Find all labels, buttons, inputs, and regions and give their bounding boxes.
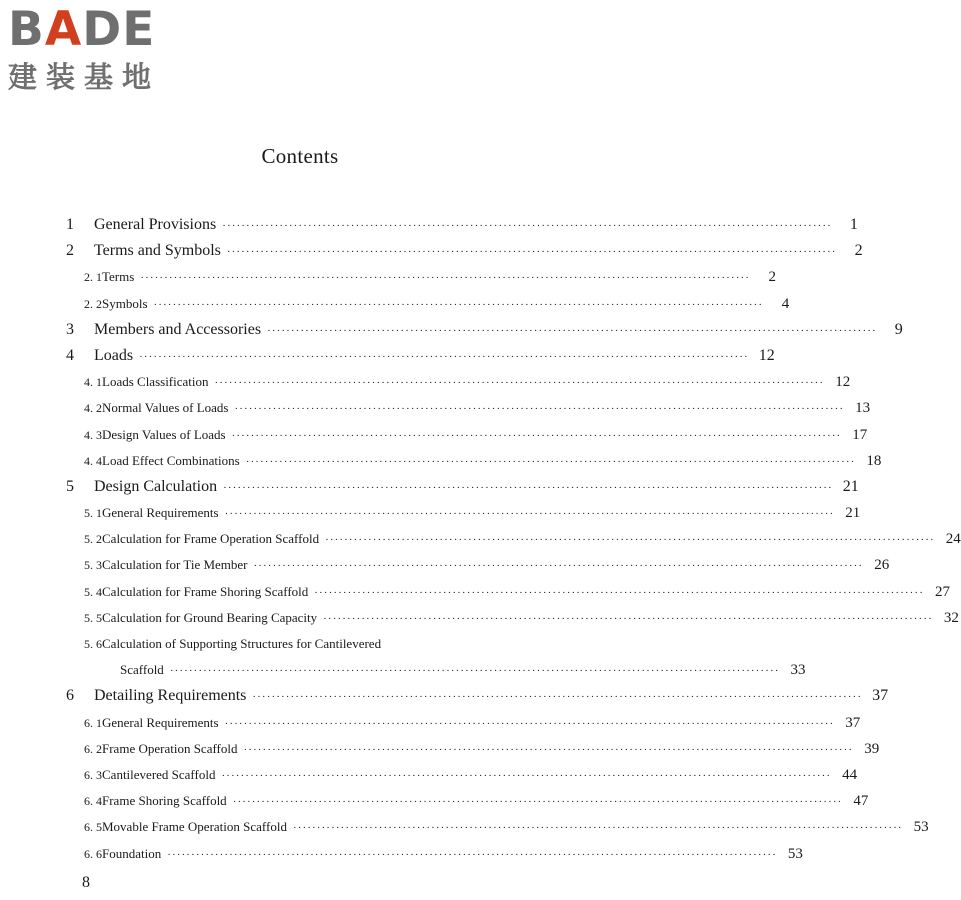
toc-entry-number: 2. 2 bbox=[84, 296, 102, 311]
toc-section-entry[interactable] bbox=[66, 264, 776, 290]
toc-entry-number: 6 bbox=[66, 687, 74, 705]
toc-entry-page: 47 bbox=[853, 793, 869, 810]
toc-dot-leader bbox=[254, 553, 864, 579]
logo-wordmark: BADE bbox=[8, 2, 156, 57]
toc-entry-page: 53 bbox=[913, 819, 929, 836]
toc-entry-title: Detailing Requirements bbox=[94, 687, 247, 705]
toc-section-entry[interactable] bbox=[66, 736, 880, 762]
toc-entry-number: 4. 3 bbox=[84, 427, 102, 442]
toc-section-entry[interactable] bbox=[66, 291, 790, 317]
toc-entry-page: 18 bbox=[866, 452, 882, 469]
toc-entry-title: General Provisions bbox=[94, 216, 217, 233]
toc-dot-leader bbox=[215, 370, 825, 396]
toc-entry-number: 6. 5 bbox=[84, 820, 102, 835]
toc-chapter-entry[interactable] bbox=[66, 212, 858, 238]
toc-entry-page: 2 bbox=[768, 269, 776, 286]
toc-entry-page: 33 bbox=[790, 662, 806, 679]
toc-entry-page: 12 bbox=[758, 346, 775, 364]
toc-section-entry[interactable] bbox=[66, 710, 861, 736]
toc-entry-title: Calculation for Ground Bearing Capacity bbox=[102, 609, 318, 625]
toc-dot-leader bbox=[139, 344, 749, 370]
toc-entry-title: Frame Operation Scaffold bbox=[102, 740, 238, 756]
toc-dot-leader bbox=[323, 606, 933, 632]
toc-entry-page: 9 bbox=[894, 320, 903, 338]
toc-entry-page: 26 bbox=[874, 557, 890, 574]
toc-entry-page: 21 bbox=[845, 505, 861, 522]
toc-dot-leader bbox=[222, 213, 832, 239]
toc-entry-number: 1 bbox=[66, 216, 74, 233]
toc-section-entry[interactable] bbox=[66, 762, 858, 788]
toc-dot-leader bbox=[293, 815, 903, 841]
toc-entry-title: Design Values of Loads bbox=[102, 426, 226, 442]
toc-section-entry[interactable] bbox=[66, 788, 869, 814]
toc-entry-title: Loads Classification bbox=[102, 374, 209, 390]
toc-chapter-entry[interactable] bbox=[66, 343, 775, 369]
table-of-contents bbox=[66, 212, 961, 867]
toc-section-entry[interactable] bbox=[66, 369, 851, 395]
toc-entry-title: Calculation for Tie Member bbox=[102, 557, 248, 573]
toc-entry-page: 1 bbox=[849, 216, 858, 233]
toc-entry-title-continued: Scaffold bbox=[120, 662, 164, 678]
toc-dot-leader bbox=[140, 265, 750, 291]
toc-entry-page: 24 bbox=[945, 531, 961, 548]
toc-dot-leader bbox=[267, 318, 877, 344]
toc-entry-page: 37 bbox=[845, 714, 861, 731]
toc-entry-number: 4. 1 bbox=[84, 375, 102, 390]
toc-dot-leader bbox=[232, 423, 842, 449]
toc-chapter-entry[interactable] bbox=[66, 683, 889, 709]
toc-entry-number: 6. 2 bbox=[84, 741, 102, 756]
toc-entry-number: 5. 4 bbox=[84, 584, 102, 599]
toc-dot-leader bbox=[325, 527, 935, 553]
toc-entry-title: Foundation bbox=[102, 845, 162, 861]
toc-entry-title: Frame Shoring Scaffold bbox=[102, 793, 227, 809]
toc-entry-title: Normal Values of Loads bbox=[102, 400, 229, 416]
toc-section-entry[interactable] bbox=[66, 422, 868, 448]
toc-entry-number: 5. 3 bbox=[84, 558, 102, 573]
toc-entry-page: 12 bbox=[835, 374, 851, 391]
toc-entry-page: 37 bbox=[872, 687, 889, 705]
page-number: 8 bbox=[82, 874, 90, 891]
toc-dot-leader bbox=[154, 292, 764, 318]
toc-entry-number: 6. 6 bbox=[84, 846, 102, 861]
toc-section-entry[interactable] bbox=[66, 605, 959, 631]
toc-entry-number: 5. 2 bbox=[84, 532, 102, 547]
toc-entry-title: Cantilevered Scaffold bbox=[102, 766, 216, 782]
toc-entry-title: Terms bbox=[102, 269, 135, 285]
toc-entry-title: Movable Frame Operation Scaffold bbox=[102, 819, 287, 835]
toc-section-entry[interactable] bbox=[66, 395, 871, 421]
toc-entry-title: Terms and Symbols bbox=[94, 242, 221, 260]
toc-section-entry[interactable] bbox=[66, 579, 950, 605]
toc-entry-page: 32 bbox=[943, 609, 959, 626]
toc-dot-leader bbox=[234, 396, 844, 422]
toc-entry-page: 17 bbox=[852, 426, 868, 443]
toc-dot-leader bbox=[221, 763, 831, 789]
toc-entry-number: 5. 1 bbox=[84, 506, 102, 521]
toc-entry-title: General Requirements bbox=[102, 714, 219, 730]
toc-chapter-entry[interactable] bbox=[66, 238, 863, 264]
toc-entry-title: Calculation for Frame Operation Scaffold bbox=[102, 531, 320, 547]
toc-section-entry[interactable] bbox=[66, 526, 961, 552]
toc-dot-leader bbox=[244, 737, 854, 763]
toc-entry-number: 4 bbox=[66, 346, 74, 364]
toc-entry-page: 44 bbox=[842, 766, 858, 783]
toc-entry-number: 5 bbox=[66, 477, 74, 495]
toc-dot-leader bbox=[252, 684, 862, 710]
toc-section-entry[interactable] bbox=[66, 552, 890, 578]
toc-chapter-entry[interactable] bbox=[66, 474, 859, 500]
toc-section-entry[interactable] bbox=[66, 500, 861, 526]
toc-entry-number: 4. 2 bbox=[84, 401, 102, 416]
page-title: Contents bbox=[261, 144, 339, 168]
toc-entry-page: 53 bbox=[787, 845, 803, 862]
toc-entry-number: 3 bbox=[66, 320, 74, 338]
toc-dot-leader bbox=[225, 501, 835, 527]
logo-accent-letter: A bbox=[44, 2, 83, 57]
toc-entry-page: 4 bbox=[781, 295, 790, 312]
toc-entry-number: 5. 6 bbox=[84, 637, 102, 651]
toc-dot-leader bbox=[167, 842, 777, 868]
toc-entry-title: Loads bbox=[94, 346, 134, 364]
toc-entry-title: Symbols bbox=[102, 295, 148, 311]
toc-section-entry[interactable] bbox=[66, 841, 803, 867]
toc-entry-page: 2 bbox=[854, 242, 863, 260]
toc-entry-title: Design Calculation bbox=[94, 477, 218, 495]
toc-entry-page: 13 bbox=[855, 400, 871, 417]
toc-entry-page: 39 bbox=[864, 740, 880, 757]
toc-entry-number: 6. 1 bbox=[84, 715, 102, 730]
toc-dot-leader bbox=[223, 475, 833, 501]
toc-entry-page: 21 bbox=[842, 477, 859, 495]
toc-entry-title: Calculation for Frame Shoring Scaffold bbox=[102, 583, 309, 599]
toc-entry-number: 4. 4 bbox=[84, 453, 102, 468]
toc-dot-leader bbox=[314, 580, 924, 606]
toc-entry-page: 27 bbox=[934, 583, 950, 600]
toc-section-entry[interactable] bbox=[66, 814, 929, 840]
toc-entry-number: 5. 5 bbox=[84, 610, 102, 625]
toc-entry-number: 2 bbox=[66, 242, 74, 260]
toc-entry-title: Load Effect Combinations bbox=[102, 452, 240, 468]
toc-dot-leader bbox=[227, 239, 837, 265]
logo-chinese-text: 建装基地 bbox=[8, 60, 161, 94]
toc-dot-leader bbox=[225, 711, 835, 737]
toc-entry-title: Members and Accessories bbox=[94, 320, 262, 338]
toc-dot-leader bbox=[246, 449, 856, 475]
toc-entry-title: Calculation of Supporting Structures for Cantilevered bbox=[102, 636, 382, 651]
toc-entry-title: General Requirements bbox=[102, 505, 219, 521]
toc-dot-leader bbox=[170, 658, 780, 684]
toc-dot-leader bbox=[233, 789, 843, 815]
toc-section-entry-continuation[interactable] bbox=[66, 657, 806, 683]
toc-entry-number: 6. 3 bbox=[84, 767, 102, 782]
bade-logo bbox=[8, 4, 178, 94]
toc-section-entry[interactable] bbox=[66, 448, 882, 474]
toc-entry-number: 2. 1 bbox=[84, 270, 102, 285]
toc-section-entry[interactable] bbox=[66, 631, 534, 657]
toc-chapter-entry[interactable] bbox=[66, 317, 903, 343]
toc-entry-number: 6. 4 bbox=[84, 794, 102, 809]
